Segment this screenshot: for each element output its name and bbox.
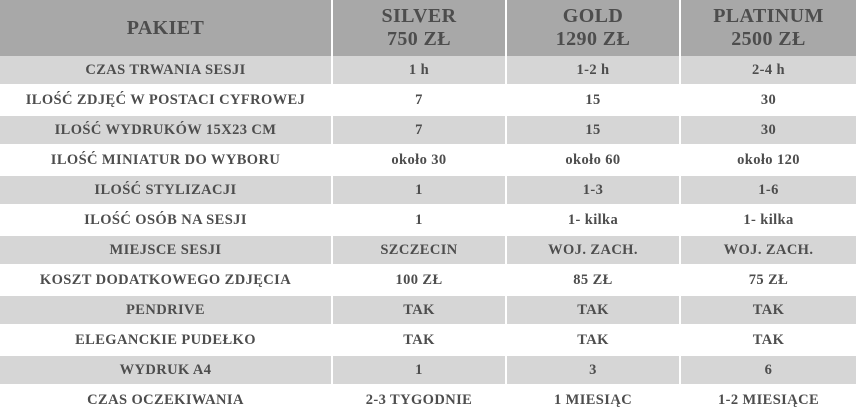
row-value-platinum: TAK — [680, 295, 856, 325]
table-row — [0, 85, 856, 115]
header-label-column: PAKIET — [0, 0, 332, 56]
header-row — [0, 0, 856, 56]
row-value-platinum: 1- kilka — [680, 205, 856, 235]
row-value-platinum: 6 — [680, 355, 856, 385]
row-value-gold: TAK — [506, 295, 680, 325]
row-value-gold: 1- kilka — [506, 205, 680, 235]
row-value-silver: 100 ZŁ — [332, 265, 506, 295]
table-body — [0, 56, 856, 414]
row-label: PENDRIVE — [0, 295, 332, 325]
row-value-silver: SZCZECIN — [332, 235, 506, 265]
row-value-gold: 85 ZŁ — [506, 265, 680, 295]
row-value-silver: TAK — [332, 295, 506, 325]
row-value-platinum: 30 — [680, 85, 856, 115]
row-value-gold: 3 — [506, 355, 680, 385]
row-label: ILOŚĆ OSÓB NA SESJI — [0, 205, 332, 235]
row-value-gold: WOJ. ZACH. — [506, 235, 680, 265]
table-row — [0, 355, 856, 385]
row-value-gold: 1 MIESIĄC — [506, 385, 680, 414]
row-label: WYDRUK A4 — [0, 355, 332, 385]
row-label: ILOŚĆ WYDRUKÓW 15X23 CM — [0, 115, 332, 145]
row-label: ILOŚĆ ZDJĘĆ W POSTACI CYFROWEJ — [0, 85, 332, 115]
table-row — [0, 145, 856, 175]
row-label: CZAS OCZEKIWANIA — [0, 385, 332, 414]
table-row — [0, 325, 856, 355]
row-value-platinum: 75 ZŁ — [680, 265, 856, 295]
row-value-silver: 1 — [332, 175, 506, 205]
row-value-silver: 1 — [332, 205, 506, 235]
row-label: ILOŚĆ STYLIZACJI — [0, 175, 332, 205]
row-label: MIEJSCE SESJI — [0, 235, 332, 265]
table-row — [0, 385, 856, 414]
row-value-silver: 7 — [332, 85, 506, 115]
row-value-silver: TAK — [332, 325, 506, 355]
table-header — [0, 0, 856, 56]
package-price-platinum: 2500 ZŁ — [731, 28, 806, 50]
row-value-silver: 1 — [332, 355, 506, 385]
package-price-silver: 750 ZŁ — [386, 28, 452, 50]
row-value-platinum: 1-2 MIESIĄCE — [680, 385, 856, 414]
row-label: ILOŚĆ MINIATUR DO WYBORU — [0, 145, 332, 175]
package-price-gold: 1290 ZŁ — [555, 28, 631, 50]
row-label: CZAS TRWANIA SESJI — [0, 56, 332, 85]
row-value-silver: 1 h — [332, 56, 506, 85]
table-row — [0, 265, 856, 295]
row-value-silver: 7 — [332, 115, 506, 145]
package-name-silver: SILVER — [381, 5, 457, 27]
table-row — [0, 295, 856, 325]
header-package-gold — [506, 0, 680, 56]
row-label: ELEGANCKIE PUDEŁKO — [0, 325, 332, 355]
row-value-gold: 1-3 — [506, 175, 680, 205]
package-name-gold: GOLD — [562, 5, 624, 27]
row-value-platinum: WOJ. ZACH. — [680, 235, 856, 265]
package-name-platinum: PLATINUM — [713, 5, 824, 27]
row-value-platinum: około 120 — [680, 145, 856, 175]
table-row — [0, 175, 856, 205]
table-row — [0, 235, 856, 265]
table-row — [0, 115, 856, 145]
row-value-platinum: 30 — [680, 115, 856, 145]
row-value-gold: 15 — [506, 115, 680, 145]
row-value-gold: 1-2 h — [506, 56, 680, 85]
row-value-gold: TAK — [506, 325, 680, 355]
header-package-platinum — [680, 0, 856, 56]
table-row — [0, 56, 856, 85]
row-value-silver: około 30 — [332, 145, 506, 175]
row-value-gold: 15 — [506, 85, 680, 115]
row-label: KOSZT DODATKOWEGO ZDJĘCIA — [0, 265, 332, 295]
row-value-platinum: 2-4 h — [680, 56, 856, 85]
row-value-platinum: 1-6 — [680, 175, 856, 205]
header-package-silver — [332, 0, 506, 56]
row-value-gold: około 60 — [506, 145, 680, 175]
row-value-platinum: TAK — [680, 325, 856, 355]
row-value-silver: 2-3 TYGODNIE — [332, 385, 506, 414]
table-row — [0, 205, 856, 235]
